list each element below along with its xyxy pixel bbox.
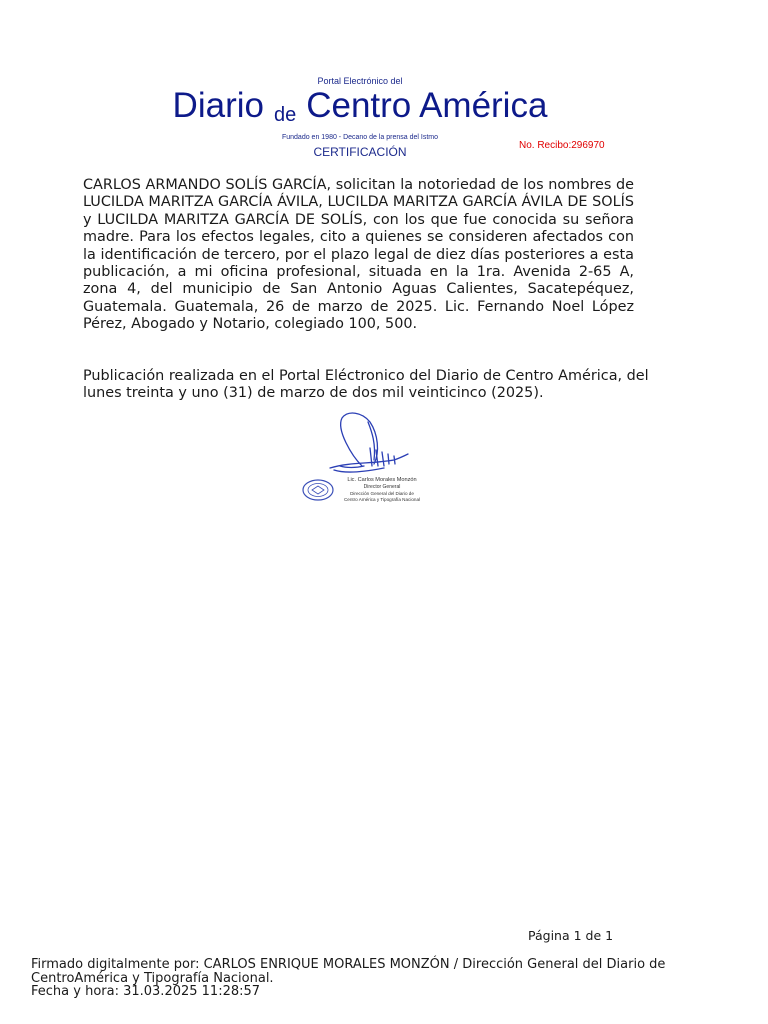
signature-name: Lic. Carlos Morales Monzón	[347, 477, 417, 483]
masthead-word-diario: Diario	[172, 86, 264, 125]
signature-block	[300, 408, 430, 508]
signature-role: Director General	[363, 484, 401, 490]
portal-label: Portal Electrónico del	[317, 76, 403, 86]
seal-icon	[303, 480, 333, 500]
masthead-title	[0, 86, 720, 126]
handwritten-signature	[330, 413, 408, 472]
signed-by-line: Firmado digitalmente por: CARLOS ENRIQUE MORALES MONZÓN / Dirección General del Diario de CentroAmérica y Tipografía Nacional.	[31, 957, 666, 986]
signature-svg	[300, 408, 430, 508]
receipt-number: No. Recibo:296970	[519, 140, 605, 151]
digital-signature-footer	[31, 958, 751, 999]
masthead-tagline: Fundado en 1980 - Decano de la prensa del Istmo	[281, 134, 439, 141]
publication-paragraph: Publicación realizada en el Portal Eléctronico del Diario de Centro América, del lunes treinta y uno (31) de marzo de dos mil veinticinco (2025).	[83, 368, 649, 402]
signed-datetime-line: Fecha y hora: 31.03.2025 11:28:57	[31, 984, 261, 999]
certification-heading: CERTIFICACIÓN	[313, 145, 407, 159]
masthead-word-de: de	[273, 104, 297, 126]
signature-office-line1: Dirección General del Diario de	[350, 491, 414, 496]
masthead-word-centro-america: Centro América	[306, 86, 548, 125]
signature-office-line2: Centro América y Tipografía Nacional	[343, 497, 421, 502]
notice-paragraph: CARLOS ARMANDO SOLÍS GARCÍA, solicitan la notoriedad de los nombres de LUCILDA MARITZA GARCÍA ÁVILA, LUCILDA MARITZA GARCÍA ÁVILA DE SOLÍS y LUCILDA MARITZA GARCÍA DE SOLÍS, con los que fue conocida su señora madre. Para los efectos legales, cito a quienes se consideren afectados con la identificación de tercero, por el plazo legal de diez días posteriores a esta publicación, a mi oficina profesional, situada en la 1ra. Avenida 2-65 A, zona 4, del municipio de San Antonio Aguas Calientes, Sacatepéquez, Guatemala. Guatemala, 26 de marzo de 2025. Lic. Fernando Noel López Pérez, Abogado y Notario, colegiado 100, 500.	[83, 177, 634, 333]
page-number: Página 1 de 1	[528, 928, 614, 943]
